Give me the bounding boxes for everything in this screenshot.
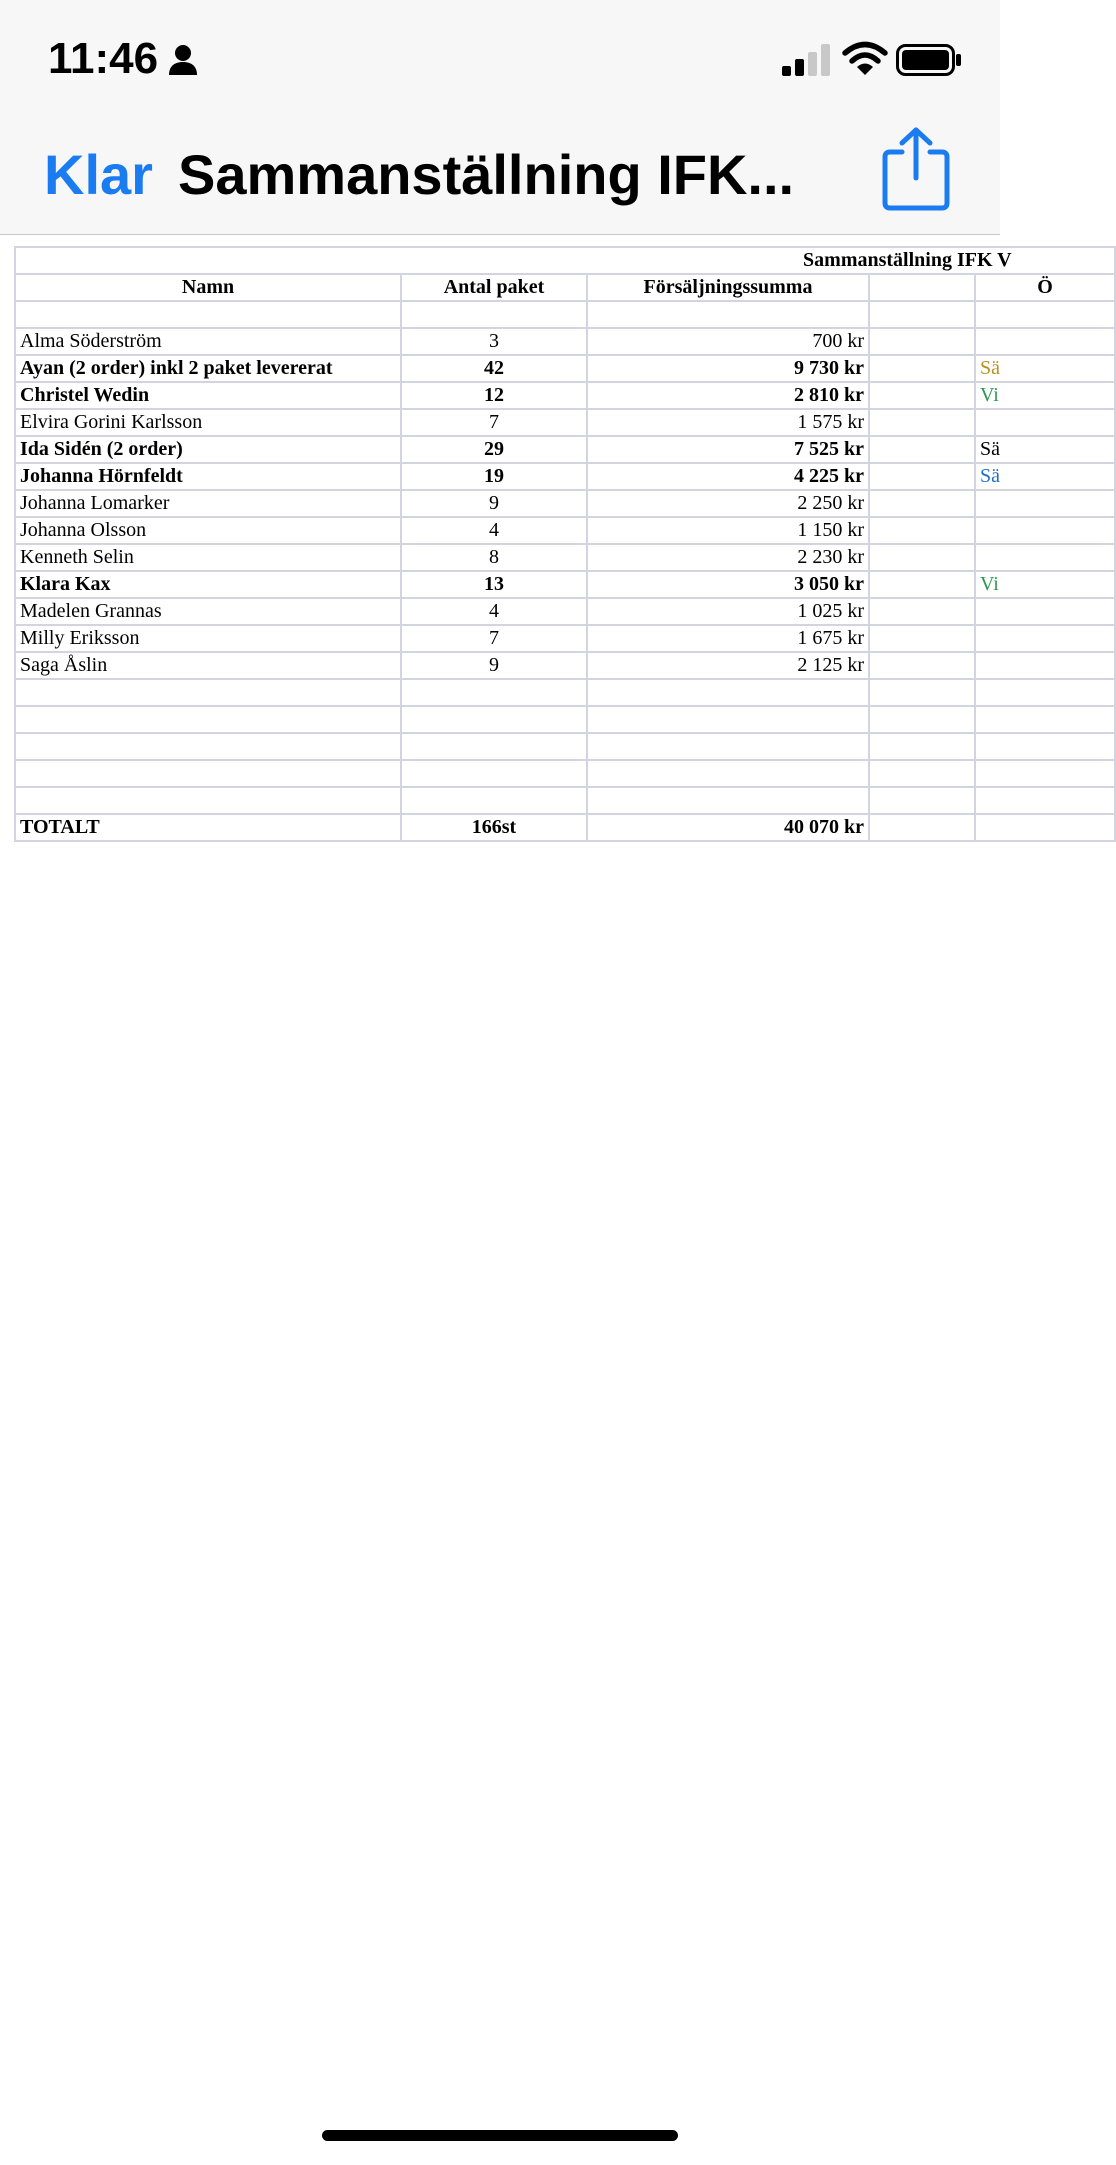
cell-sum <box>587 679 869 706</box>
cell-name: Ayan (2 order) inkl 2 paket levererat <box>15 355 401 382</box>
header-name: Namn <box>15 274 401 301</box>
cell-qty: 19 <box>401 463 587 490</box>
cell-sum: 700 kr <box>587 328 869 355</box>
total-sum: 40 070 kr <box>587 814 869 841</box>
cell-extra <box>975 490 1115 517</box>
table-row <box>15 517 1115 544</box>
table-row <box>15 625 1115 652</box>
header-blank <box>869 274 975 301</box>
cell-qty: 9 <box>401 490 587 517</box>
cell-sum: 2 810 kr <box>587 382 869 409</box>
cell-name: Klara Kax <box>15 571 401 598</box>
cell-qty: 12 <box>401 382 587 409</box>
cell-sum: 1 575 kr <box>587 409 869 436</box>
cell-extra <box>975 328 1115 355</box>
share-icon[interactable] <box>880 126 952 212</box>
cell-sum <box>587 760 869 787</box>
cell-sum <box>587 301 869 328</box>
table-row <box>15 436 1115 463</box>
cell-qty: 13 <box>401 571 587 598</box>
cell-extra <box>975 301 1115 328</box>
cell-blank <box>869 571 975 598</box>
cell-qty <box>401 679 587 706</box>
table-row <box>15 733 1115 760</box>
cell-blank <box>869 490 975 517</box>
cell-blank <box>869 733 975 760</box>
cell-qty <box>401 706 587 733</box>
cell-name <box>15 733 401 760</box>
cell-sum <box>587 706 869 733</box>
spreadsheet[interactable] <box>14 246 1053 916</box>
cell-extra <box>975 544 1115 571</box>
table-row <box>15 463 1115 490</box>
table-row <box>15 706 1115 733</box>
cell-blank <box>869 625 975 652</box>
sales-table <box>14 246 1116 842</box>
cell-qty: 7 <box>401 625 587 652</box>
cell-blank <box>869 706 975 733</box>
cell-sum <box>587 787 869 814</box>
navigation-bar <box>0 120 1000 235</box>
cell-extra <box>975 760 1115 787</box>
cell-blank <box>869 355 975 382</box>
cell-blank <box>869 463 975 490</box>
cell-blank <box>869 301 975 328</box>
table-row <box>15 382 1115 409</box>
table-row <box>15 544 1115 571</box>
home-indicator <box>322 2130 678 2141</box>
cell-name <box>15 760 401 787</box>
cell-extra <box>975 409 1115 436</box>
total-qty: 166st <box>401 814 587 841</box>
cell-sum: 7 525 kr <box>587 436 869 463</box>
cell-qty <box>401 733 587 760</box>
sheet-title: Sammanställning IFK V <box>803 249 1012 271</box>
cell-name: Milly Eriksson <box>15 625 401 652</box>
total-row <box>15 814 1115 841</box>
cell-name: Johanna Hörnfeldt <box>15 463 401 490</box>
cell-extra: Vi <box>975 571 1115 598</box>
cell-name <box>15 679 401 706</box>
cell-blank <box>869 679 975 706</box>
status-bar <box>0 0 1000 120</box>
cell-sum: 1 025 kr <box>587 598 869 625</box>
cell-extra: Sä <box>975 355 1115 382</box>
cell-name: Johanna Lomarker <box>15 490 401 517</box>
table-row <box>15 679 1115 706</box>
cell-extra <box>975 787 1115 814</box>
cell-qty: 4 <box>401 517 587 544</box>
cell-name: Alma Söderström <box>15 328 401 355</box>
cell-qty: 7 <box>401 409 587 436</box>
table-row <box>15 328 1115 355</box>
cell-extra <box>975 652 1115 679</box>
header-sum: Försäljningssumma <box>587 274 869 301</box>
header-extra: Ö <box>975 274 1115 301</box>
table-row <box>15 409 1115 436</box>
cell-blank <box>869 760 975 787</box>
cell-extra <box>975 706 1115 733</box>
cell-blank <box>869 517 975 544</box>
cell-qty <box>401 787 587 814</box>
cell-name: Ida Sidén (2 order) <box>15 436 401 463</box>
done-button[interactable]: Klar <box>44 143 153 206</box>
cell-name <box>15 301 401 328</box>
header-qty: Antal paket <box>401 274 587 301</box>
cell-sum: 4 225 kr <box>587 463 869 490</box>
table-row <box>15 301 1115 328</box>
wifi-icon <box>843 42 887 76</box>
cell-blank <box>869 598 975 625</box>
cell-sum: 2 250 kr <box>587 490 869 517</box>
cell-extra <box>975 598 1115 625</box>
cell-qty: 42 <box>401 355 587 382</box>
sheet-title-row <box>15 247 1115 274</box>
cell-name: Johanna Olsson <box>15 517 401 544</box>
cell-qty: 9 <box>401 652 587 679</box>
table-row <box>15 787 1115 814</box>
cell-name: Kenneth Selin <box>15 544 401 571</box>
cell-extra: Vi <box>975 382 1115 409</box>
signal-icon <box>782 44 832 76</box>
cell-sum: 1 675 kr <box>587 625 869 652</box>
cell-sum: 2 125 kr <box>587 652 869 679</box>
cell-sum: 3 050 kr <box>587 571 869 598</box>
cell-blank <box>869 787 975 814</box>
cell-name: Madelen Grannas <box>15 598 401 625</box>
cell-name: Saga Åslin <box>15 652 401 679</box>
cell-extra <box>975 679 1115 706</box>
cell-name <box>15 706 401 733</box>
person-icon <box>168 44 198 76</box>
table-row <box>15 490 1115 517</box>
cell-name: Christel Wedin <box>15 382 401 409</box>
cell-blank <box>869 409 975 436</box>
table-row <box>15 760 1115 787</box>
total-extra <box>975 814 1115 841</box>
table-row <box>15 598 1115 625</box>
cell-blank <box>869 544 975 571</box>
cell-blank <box>869 652 975 679</box>
table-row <box>15 571 1115 598</box>
cell-blank <box>869 382 975 409</box>
cell-qty: 29 <box>401 436 587 463</box>
cell-qty: 4 <box>401 598 587 625</box>
cell-qty: 8 <box>401 544 587 571</box>
cell-name: Elvira Gorini Karlsson <box>15 409 401 436</box>
cell-extra: Sä <box>975 463 1115 490</box>
cell-qty: 3 <box>401 328 587 355</box>
cell-qty <box>401 301 587 328</box>
cell-sum <box>587 733 869 760</box>
total-blank <box>869 814 975 841</box>
battery-icon <box>896 44 962 76</box>
status-time: 11:46 <box>48 34 159 83</box>
cell-name <box>15 787 401 814</box>
total-label: TOTALT <box>15 814 401 841</box>
document-title: Sammanställning IFK... <box>178 143 795 206</box>
sheet-title-cell <box>15 247 1115 274</box>
table-row <box>15 355 1115 382</box>
cell-blank <box>869 328 975 355</box>
header-row <box>15 274 1115 301</box>
cell-qty <box>401 760 587 787</box>
cell-extra: Sä <box>975 436 1115 463</box>
cell-blank <box>869 436 975 463</box>
cell-sum: 9 730 kr <box>587 355 869 382</box>
table-row <box>15 652 1115 679</box>
cell-sum: 2 230 kr <box>587 544 869 571</box>
cell-extra <box>975 517 1115 544</box>
cell-extra <box>975 733 1115 760</box>
cell-sum: 1 150 kr <box>587 517 869 544</box>
cell-extra <box>975 625 1115 652</box>
